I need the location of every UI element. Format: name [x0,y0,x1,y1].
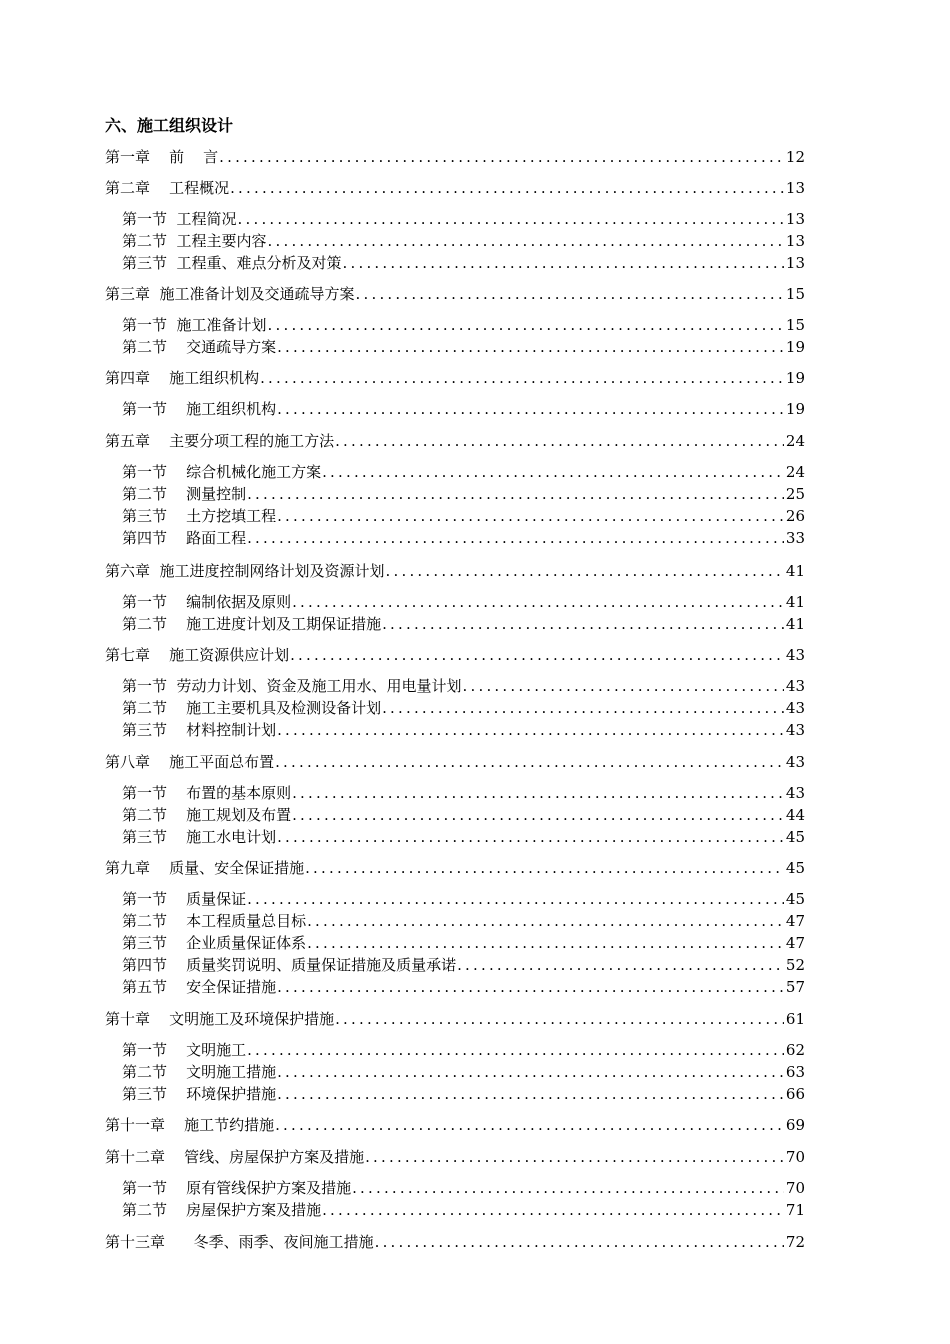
toc-chapter-entry [0,1232,950,1252]
toc-page-number: 24 [785,463,805,481]
toc-chapter-entry [0,645,950,665]
toc-chapter-entry [0,1115,950,1135]
toc-page-number: 43 [785,699,805,717]
toc-page-number: 24 [785,432,805,450]
toc-dot-leader [267,231,784,251]
toc-dot-leader [246,1040,784,1060]
toc-section-entry [0,720,950,740]
toc-page-number: 47 [785,912,805,930]
toc-chapter-entry [0,178,950,198]
toc-dot-leader [304,858,784,878]
toc-page-number: 43 [785,753,805,771]
toc-section-entry [0,805,950,825]
toc-dot-leader [334,431,784,451]
toc-entry-label: 第一节 施工组织机构 [122,400,277,418]
toc-dot-leader [321,1200,784,1220]
toc-entry-label: 第一章 前 言 [105,148,219,166]
toc-chapter-entry [0,147,950,167]
toc-dot-leader [218,147,784,167]
toc-page-number: 66 [785,1085,805,1103]
toc-dot-leader [456,955,784,975]
toc-entry-label: 第二节 文明施工措施 [122,1063,277,1081]
toc-dot-leader [334,1009,784,1029]
toc-dot-leader [321,462,784,482]
toc-section-entry [0,209,950,229]
toc-entry-label: 第九章 质量、安全保证措施 [105,859,305,877]
toc-section-entry [0,676,950,696]
toc-dot-leader [276,1084,784,1104]
toc-chapter-entry [0,284,950,304]
toc-page-number: 63 [785,1063,805,1081]
toc-section-entry [0,506,950,526]
toc-dot-leader [276,720,784,740]
toc-section-entry [0,337,950,357]
toc-page-number: 13 [785,179,805,197]
toc-page-number: 43 [785,677,805,695]
toc-dot-leader [276,977,784,997]
toc-chapter-entry [0,368,950,388]
toc-chapter-entry [0,858,950,878]
toc-page-number: 13 [785,232,805,250]
toc-chapter-entry [0,431,950,451]
toc-dot-leader [267,315,784,335]
toc-entry-label: 第三节 施工水电计划 [122,828,277,846]
toc-page-number: 45 [785,859,805,877]
toc-section-entry [0,253,950,273]
toc-page-number: 41 [785,593,805,611]
toc-entry-label: 第五章 主要分项工程的施工方法 [105,432,335,450]
toc-page-number: 13 [785,210,805,228]
toc-section-entry [0,955,950,975]
toc-page-number: 72 [785,1233,805,1251]
toc-dot-leader [274,752,784,772]
toc-dot-leader [276,506,784,526]
toc-chapter-entry [0,752,950,772]
toc-chapter-entry [0,561,950,581]
toc-entry-label: 第一节 质量保证 [122,890,247,908]
toc-entry-label: 第二节 交通疏导方案 [122,338,277,356]
toc-entry-label: 第七章 施工资源供应计划 [105,646,290,664]
toc-dot-leader [381,698,784,718]
toc-entry-label: 第四节 路面工程 [122,529,247,547]
toc-section-entry [0,1178,950,1198]
toc-entry-label: 第二节 施工进度计划及工期保证措施 [122,615,382,633]
toc-page-number: 33 [785,529,805,547]
toc-entry-label: 第一节 原有管线保护方案及措施 [122,1179,352,1197]
toc-entry-label: 第五节 安全保证措施 [122,978,277,996]
toc-page-number: 71 [785,1201,805,1219]
toc-dot-leader [237,209,784,229]
toc-entry-label: 第一节 综合机械化施工方案 [122,463,322,481]
toc-page-number: 61 [785,1010,805,1028]
toc-section-entry [0,592,950,612]
toc-section-entry [0,399,950,419]
toc-page-number: 52 [785,956,805,974]
toc-entry-label: 第二章 工程概况 [105,179,230,197]
toc-dot-leader [291,592,784,612]
toc-page-number: 19 [785,338,805,356]
toc-dot-leader [276,399,784,419]
toc-section-entry [0,528,950,548]
toc-entry-label: 第三节 材料控制计划 [122,721,277,739]
toc-dot-leader [259,368,784,388]
toc-section-entry [0,783,950,803]
toc-chapter-entry [0,1009,950,1029]
toc-entry-label: 第二节 房屋保护方案及措施 [122,1201,322,1219]
toc-page-number: 45 [785,890,805,908]
toc-entry-label: 第三节 企业质量保证体系 [122,934,307,952]
toc-entry-label: 第一节 施工准备计划 [122,316,267,334]
toc-dot-leader [276,1062,784,1082]
toc-entry-label: 第二节 本工程质量总目标 [122,912,307,930]
toc-dot-leader [355,284,784,304]
toc-section-entry [0,827,950,847]
toc-page-number: 62 [785,1041,805,1059]
toc-section-entry [0,1084,950,1104]
toc-entry-label: 第十三章 冬季、雨季、夜间施工措施 [105,1233,374,1251]
toc-dot-leader [364,1147,784,1167]
toc-entry-label: 第十一章 施工节约措施 [105,1116,275,1134]
toc-section-entry [0,698,950,718]
toc-page-number: 41 [785,562,805,580]
toc-dot-leader [306,911,784,931]
toc-dot-leader [276,337,784,357]
toc-dot-leader [342,253,784,273]
toc-page-number: 57 [785,978,805,996]
toc-entry-label: 第四章 施工组织机构 [105,369,260,387]
toc-page-number: 43 [785,784,805,802]
toc-page-number: 19 [785,400,805,418]
toc-entry-label: 第一节 布置的基本原则 [122,784,292,802]
toc-entry-label: 第二节 施工主要机具及检测设备计划 [122,699,382,717]
toc-entry-label: 第四节 质量奖罚说明、质量保证措施及质量承诺 [122,956,457,974]
toc-page-number: 44 [785,806,805,824]
toc-entry-label: 第三章 施工准备计划及交通疏导方案 [105,285,355,303]
toc-dot-leader [246,889,784,909]
toc-dot-leader [381,614,784,634]
toc-section-entry [0,1062,950,1082]
toc-section-entry [0,1040,950,1060]
toc-dot-leader [274,1115,784,1135]
toc-entry-label: 第十二章 管线、房屋保护方案及措施 [105,1148,365,1166]
toc-page-number: 13 [785,254,805,272]
toc-page-number: 45 [785,828,805,846]
toc-section-entry [0,889,950,909]
toc-dot-leader [229,178,784,198]
toc-page-number: 12 [785,148,805,166]
toc-page-number: 43 [785,646,805,664]
toc-section-entry [0,977,950,997]
toc-page-number: 43 [785,721,805,739]
toc-entry-label: 第二节 施工规划及布置 [122,806,292,824]
toc-page-number: 70 [785,1179,805,1197]
toc-dot-leader [385,561,784,581]
toc-section-entry [0,231,950,251]
toc-entry-label: 第三节 土方挖填工程 [122,507,277,525]
toc-page-number: 41 [785,615,805,633]
toc-section-entry [0,1200,950,1220]
toc-dot-leader [351,1178,784,1198]
toc-entry-label: 第一节 劳动力计划、资金及施工用水、用电量计划 [122,677,462,695]
toc-dot-leader [291,805,784,825]
toc-entry-label: 第一节 文明施工 [122,1041,247,1059]
toc-page-number: 15 [785,285,805,303]
toc-section-entry [0,484,950,504]
toc-dot-leader [291,783,784,803]
toc-entry-label: 第六章 施工进度控制网络计划及资源计划 [105,562,385,580]
toc-entry-label: 第一节 编制依据及原则 [122,593,292,611]
toc-page-number: 70 [785,1148,805,1166]
toc-page-number: 25 [785,485,805,503]
toc-dot-leader [374,1232,784,1252]
toc-dot-leader [462,676,784,696]
toc-entry-label: 第三节 环境保护措施 [122,1085,277,1103]
section-title: 六、施工组织设计 [105,116,234,135]
toc-page-number: 47 [785,934,805,952]
toc-page-number: 19 [785,369,805,387]
toc-entry-label: 第三节 工程重、难点分析及对策 [122,254,342,272]
toc-page-number: 69 [785,1116,805,1134]
toc-entry-label: 第二节 工程主要内容 [122,232,267,250]
toc-page-number: 26 [785,507,805,525]
toc-entry-label: 第二节 测量控制 [122,485,247,503]
toc-dot-leader [306,933,784,953]
toc-dot-leader [246,484,784,504]
toc-entry-label: 第一节 工程简况 [122,210,237,228]
toc-dot-leader [276,827,784,847]
toc-dot-leader [246,528,784,548]
toc-section-entry [0,911,950,931]
toc-entry-label: 第八章 施工平面总布置 [105,753,275,771]
toc-entry-label: 第十章 文明施工及环境保护措施 [105,1010,335,1028]
toc-section-entry [0,462,950,482]
toc-page-number: 15 [785,316,805,334]
toc-section-entry [0,933,950,953]
toc-section-entry [0,614,950,634]
toc-dot-leader [289,645,784,665]
toc-section-entry [0,315,950,335]
toc-chapter-entry [0,1147,950,1167]
